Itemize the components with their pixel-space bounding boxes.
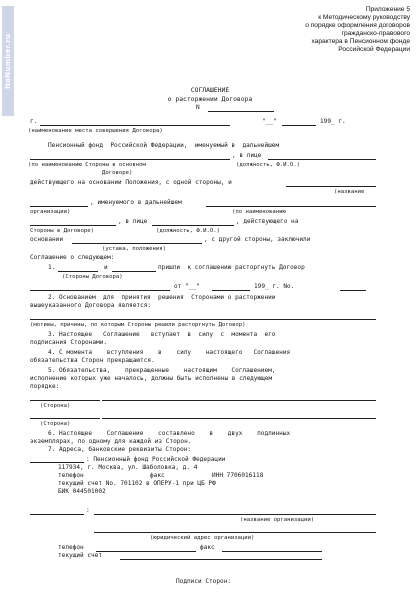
org-name-blank	[286, 186, 376, 187]
clause-2-text: вышеуказанного Договора является:	[30, 302, 152, 309]
clause-4-text: обязательства Сторон прекращаются.	[30, 357, 155, 364]
clause-1-text: пришли к соглашению расторгнуть Договор	[158, 264, 305, 271]
appendix-line: о порядке оформления договоров	[305, 22, 410, 29]
pfr-phone-label: телефон	[58, 472, 84, 479]
preamble-line: действующего на основании Положения, с одной стороны, и	[30, 179, 232, 186]
city-label: г.	[30, 118, 38, 125]
party-2-blank	[112, 271, 156, 272]
pfr-fax-label: факс	[150, 472, 165, 479]
basis-blank	[72, 243, 202, 244]
clause-1-and: и	[104, 264, 108, 271]
org-fax-field	[222, 551, 322, 552]
date-day: "__"	[262, 118, 277, 125]
clause-5-text: 5. Обязательства, прекращенные настоящим Соглашением,	[48, 367, 276, 374]
pfr-party-blank	[30, 462, 84, 463]
preamble-hint: (устава, положения)	[102, 246, 166, 252]
party-hint: (Сторона)	[40, 421, 71, 427]
party-b-blank	[30, 418, 100, 419]
reason-blank	[30, 319, 376, 320]
preamble-hint: Стороны в Договоре)	[30, 228, 94, 234]
clause-6-text: экземплярах, по одному для каждой из Сторон.	[30, 438, 192, 445]
representative-blank	[268, 159, 376, 160]
party-1-blank	[58, 271, 98, 272]
org-account-field	[120, 559, 322, 560]
preamble-hint: (должность, Ф.И.О.)	[156, 228, 220, 234]
preamble-hint: (по наименованию	[232, 209, 286, 215]
clause-3-text: подписания Сторонами.	[30, 339, 108, 346]
clause-6-text: 6. Настоящее Соглашение составлено в двух подлинных	[48, 430, 291, 437]
pfr-bik: БИК 044501002	[58, 488, 106, 495]
place-blank	[40, 125, 230, 126]
pfr-inn: ИНН 7706016118	[212, 472, 264, 479]
org-alias-blank-2	[30, 225, 116, 226]
org-name-hint: (название организации)	[240, 517, 315, 523]
org-fax-label: факс	[200, 544, 215, 551]
document-subtitle: о расторжении Договора	[167, 95, 253, 103]
clause-5-text: исполнение которых уже началось, должны быть исполнены в следующем	[30, 375, 273, 382]
agreement-number-blank	[208, 111, 274, 112]
org-address-field	[94, 532, 376, 533]
clause-4-text: 4. С момента вступления в силу настоящего Соглашения	[48, 349, 291, 356]
org-phone-field	[96, 551, 196, 552]
clause-1-year-number: 199_ г. No.	[254, 283, 295, 290]
preamble-hint: организации)	[30, 209, 71, 215]
place-hint: (наименование места совершения Договора)	[28, 128, 163, 134]
preamble-line: Пенсионный фонд Российской Федерации, именуемый в дальнейшем	[48, 142, 280, 149]
clause-2-hint: (мотивы, причины, по которым Стороны решили расторгнуть Договор)	[30, 322, 246, 328]
clause-1-number: 1.	[48, 264, 56, 271]
clause-1-date: от "__"	[174, 283, 200, 290]
pfr-address: 117934, г. Москва, ул. Шаболовка, д. 4	[58, 464, 198, 471]
preamble-hint: Договоре)	[102, 170, 133, 176]
agreement-number-label: N	[196, 104, 200, 111]
party-b-obligation-blank	[102, 418, 376, 419]
preamble-line: , действующего на	[236, 218, 299, 225]
contract-number-blank	[340, 290, 366, 291]
watermark: NoNumber.ru	[2, 6, 14, 116]
pfr-name: : Пенсионный фонд Российской Федерации	[86, 456, 226, 463]
document-title: СОГЛАШЕНИЕ	[190, 86, 230, 94]
date-month-blank	[282, 125, 316, 126]
contract-name-blank	[30, 290, 170, 291]
clause-1-hint: (Стороны Договора)	[62, 274, 123, 280]
preamble-line: , в лице	[232, 152, 262, 159]
appendix-line: гражданско-правового	[341, 30, 410, 37]
preamble-line: Соглашение о следующем:	[30, 254, 115, 261]
signatures-heading: Подписи Сторон:	[176, 578, 232, 585]
org-colon: :	[86, 507, 90, 514]
appendix-line: характера в Пенсионном фонде	[311, 38, 410, 45]
appendix-header	[180, 6, 410, 54]
clause-7-text: 7. Адреса, банковские реквизиты Сторон:	[48, 446, 192, 453]
party-name-blank	[30, 159, 230, 160]
org-representative-blank	[152, 225, 234, 226]
preamble-hint: (должность, Ф.И.О.)	[236, 162, 300, 168]
preamble-line: , именуемого в дальнейшем	[90, 199, 182, 206]
org-phone-label: телефон	[58, 544, 84, 551]
appendix-line: Российской Федерации	[338, 46, 410, 53]
party-a-blank	[30, 400, 100, 401]
party-hint: (Сторона)	[40, 403, 71, 409]
preamble-hint: (по наименованию Стороны в основном	[28, 162, 146, 168]
org-alias-blank	[206, 206, 376, 207]
preamble-line: , в лице	[118, 218, 148, 225]
clause-3-text: 3. Настоящее Соглашение вступает в силу с момента его	[48, 331, 276, 338]
date-year: 199_ г.	[320, 118, 346, 125]
appendix-line: Приложение 5	[365, 6, 410, 13]
org-party-blank	[30, 514, 84, 515]
party-a-obligation-blank	[102, 400, 376, 401]
org-name-blank-2	[30, 206, 88, 207]
org-name-field	[94, 514, 376, 515]
clause-2-text: 2. Основанием для принятия решения Сторонами о расторжении	[48, 294, 276, 301]
preamble-line: основании	[30, 236, 64, 243]
org-address-hint: (юридический адрес организации)	[150, 535, 255, 541]
pfr-account: текущий счет No. 701102 в ОПЕРУ-1 при ЦБ РФ	[58, 480, 216, 487]
appendix-line: к Методическому руководству	[318, 14, 410, 21]
contract-month-blank	[212, 290, 250, 291]
clause-5-text: порядке:	[30, 383, 60, 390]
preamble-line: , с другой стороны, заключили	[204, 236, 311, 243]
org-account-label: текущий счет	[58, 552, 103, 559]
preamble-hint: (название	[334, 189, 365, 195]
